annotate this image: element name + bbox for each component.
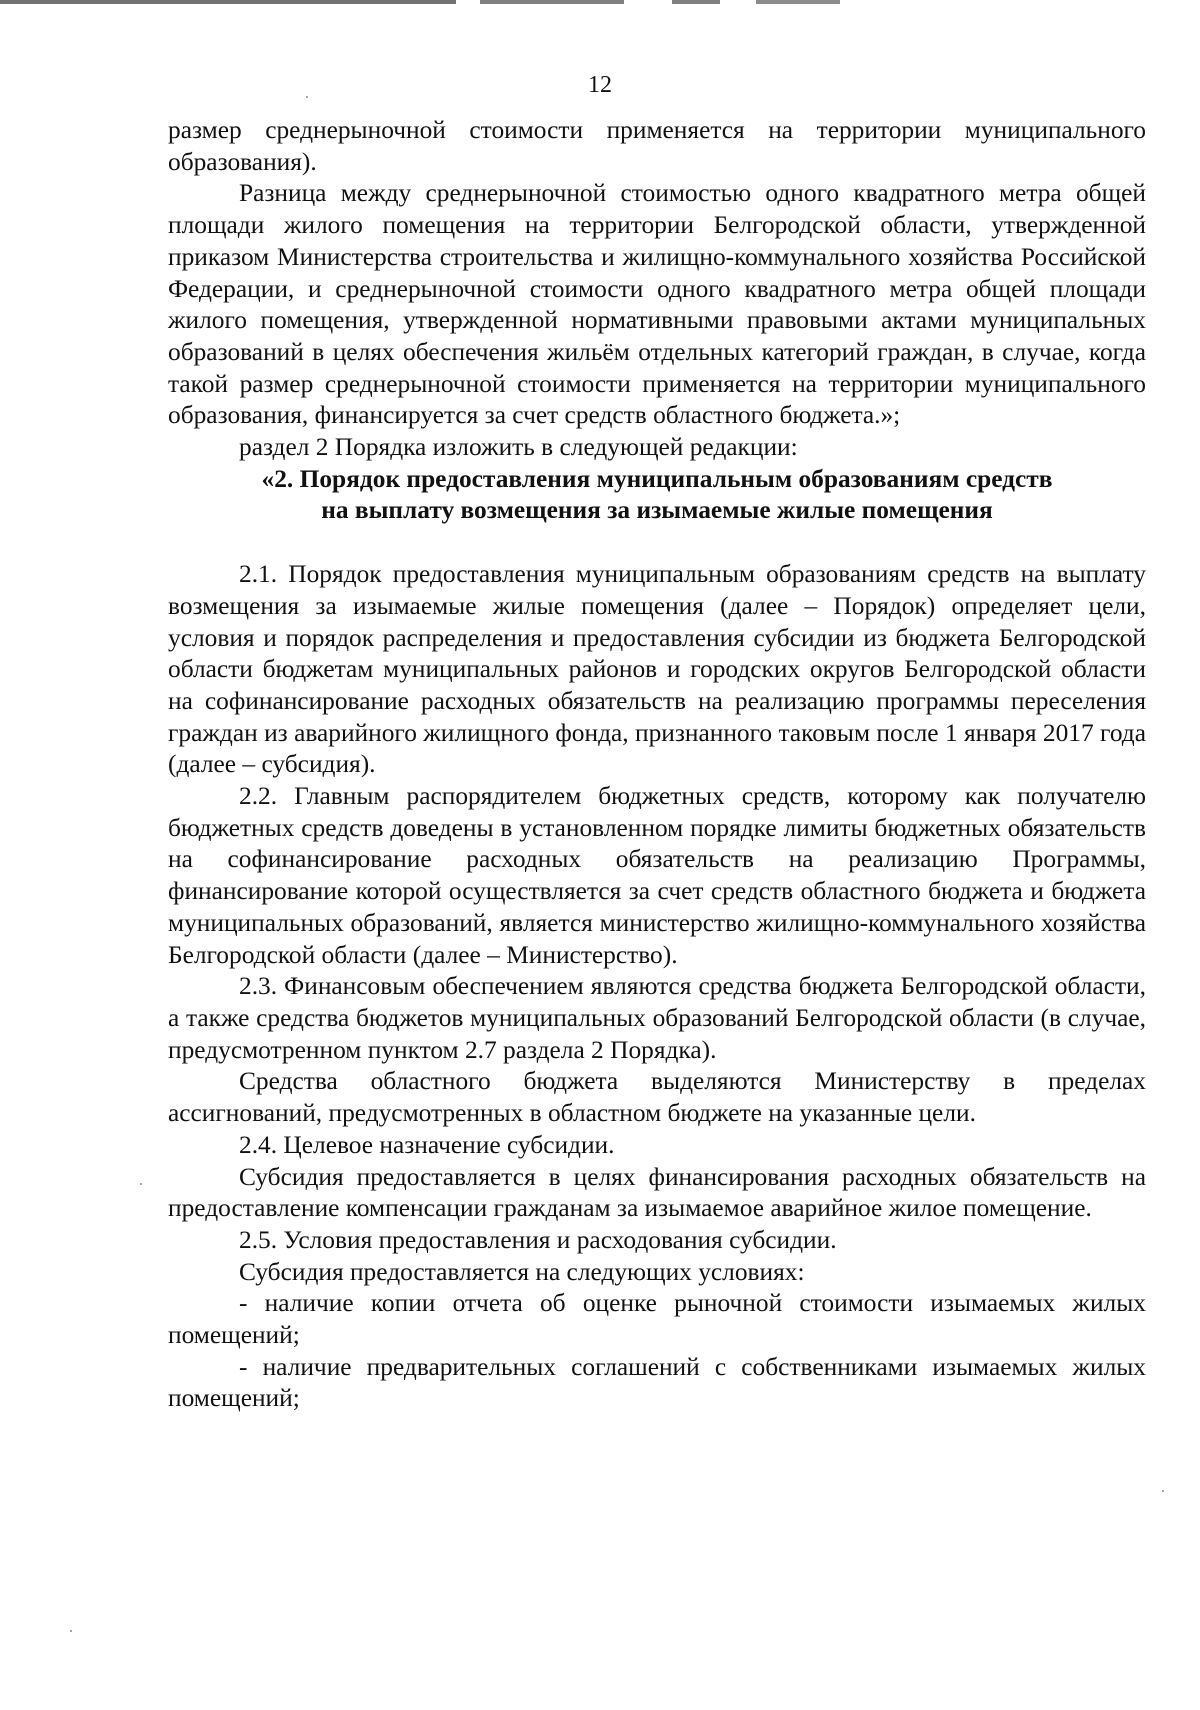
paragraph-2-1: 2.1. Порядок предоставления муниципальным образованиям средств на выплату возмещения за изымаемые жилые помещения (далее – Порядок) определяет цели, условия и порядок распределения и предоставления субсидии из бюджета Белгородской области бюджетам муниципальных районов и городских округов Белгородской области на софинансирование расходных обязательств на реализацию программы переселения граждан из аварийного жилищного фонда, признанного таковым после 1 января 2017 года (далее – субсидия). — [168, 560, 1146, 779]
paragraph-section-2-intro: раздел 2 Порядка изложить в следующей редакции: — [239, 433, 798, 462]
scan-speck — [140, 1183, 142, 1185]
scan-speck — [70, 1630, 72, 1632]
paragraph-2-2: 2.2. Главным распорядителем бюджетных средств, которому как получателю бюджетных средств доведены в установленном порядке лимиты бюджетных обязательств на софинансирование расходных обязательств на реализацию Программы, финансирование которой осуществляется за счет средств областного бюджета и бюджета муниципальных образований, является министерство жилищно-коммунального хозяйства Белгородской области (далее – Министерство). — [168, 782, 1146, 969]
page-number: 12 — [588, 72, 612, 98]
paragraph-2-3: 2.3. Финансовым обеспечением являются средства бюджета Белгородской области, а также средства бюджетов муниципальных образований Белгородской области (в случае, предусмотренном пунктом 2.7 раздела 2 Порядка). — [168, 972, 1146, 1064]
scan-speck — [306, 96, 308, 98]
paragraph-continuation: размер среднерыночной стоимости применяется на территории муниципального образования). — [168, 116, 1146, 176]
document-body — [168, 115, 1146, 1415]
scan-top-edge — [0, 0, 1200, 4]
list-item-valuation-report: - наличие копии отчета об оценке рыночной стоимости изымаемых жилых помещений; — [168, 1289, 1146, 1350]
paragraph-price-difference: Разница между среднерыночной стоимостью одного квадратного метра общей площади жилого помещения на территории Белгородской области, утвержденной приказом Министерства строительства и жилищно-коммунального хозяйства Российской Федерации, и среднерыночной стоимости одного квадратного метра общей площади жилого помещения, утвержденной нормативными правовыми актами муниципальных образований в целях обеспечения жильём отдельных категорий граждан, в случае, когда такой размер среднерыночной стоимости применяется на территории муниципального образования, финансируется за счет средств областного бюджета.»; — [168, 179, 1146, 430]
paragraph-2-3-funds: Средства областного бюджета выделяются Министерству в пределах ассигнований, предусмотренных в областном бюджете на указанные цели. — [168, 1067, 1146, 1128]
paragraph-2-5: 2.5. Условия предоставления и расходования субсидии. — [239, 1225, 837, 1254]
paragraph-2-4: 2.4. Целевое назначение субсидии. — [239, 1130, 615, 1159]
section-heading-line-1: «2. Порядок предоставления муниципальным образованиям средств — [261, 464, 1053, 493]
paragraph-2-4-purpose: Субсидия предоставляется в целях финансирования расходных обязательств на предоставление компенсации гражданам за изымаемое аварийное жилое помещение. — [168, 1162, 1146, 1223]
heading-spacer — [168, 527, 1146, 559]
paragraph-2-5-conditions: Субсидия предоставляется на следующих условиях: — [239, 1257, 805, 1286]
scan-speck — [1162, 1490, 1164, 1492]
section-heading-line-2: на выплату возмещения за изымаемые жилые помещения — [321, 496, 993, 525]
list-item-preliminary-agreements: - наличие предварительных соглашений с собственниками изымаемых жилых помещений; — [168, 1352, 1146, 1413]
